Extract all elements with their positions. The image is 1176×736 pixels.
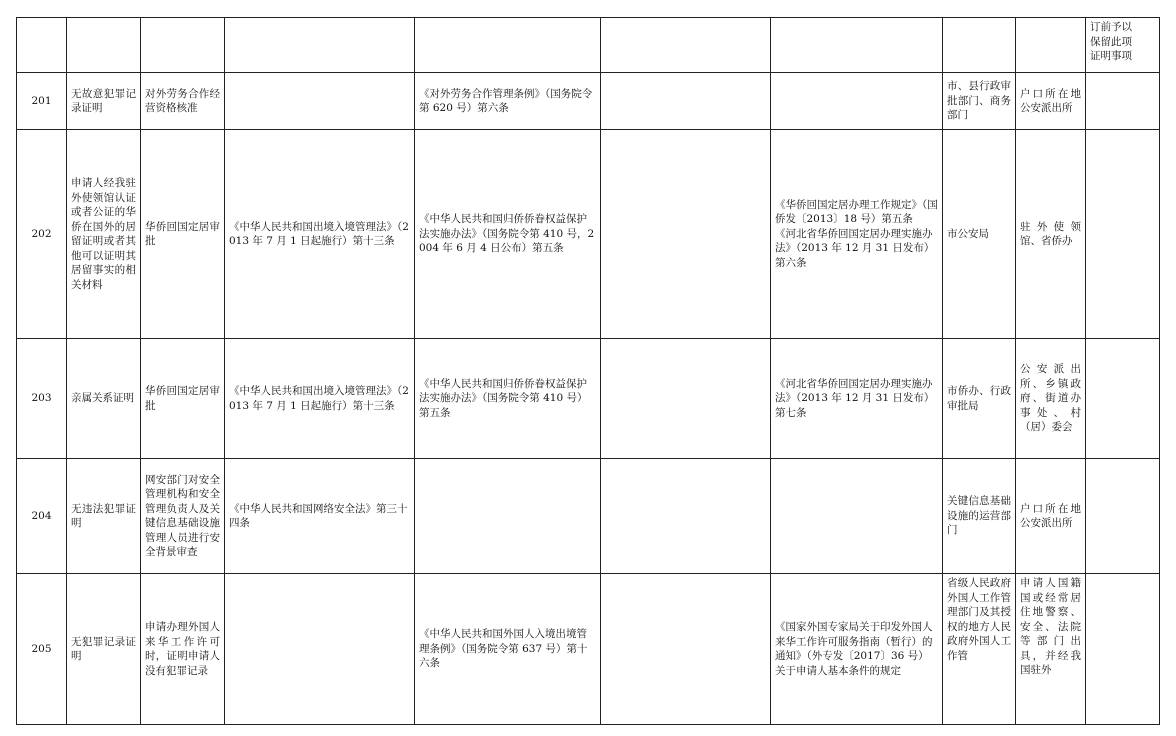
matter-cell: 申请办理外国人来华工作许可时，证明申请人没有犯罪记录: [141, 574, 225, 725]
note-cell: [1086, 73, 1160, 130]
table-cell: [67, 18, 141, 73]
rule-cell: [601, 574, 771, 725]
normative-doc-text: 《河北省华侨回国定居办理实施办法》（2013 年 12 月 31 日发布）第七条: [775, 377, 935, 419]
rule-cell: [601, 459, 771, 574]
table-cell: [415, 18, 601, 73]
certificate-cell: 无故意犯罪记录证明: [67, 73, 141, 130]
note-cell: [1086, 574, 1160, 725]
seq-cell: 203: [17, 339, 67, 459]
issuer-cell: 公安派出所、乡镇政府、街道办事处、村（居）委会: [1016, 339, 1086, 459]
issuer-cell: 驻外使领馆、省侨办: [1016, 130, 1086, 339]
rule-cell: [601, 73, 771, 130]
authority-cell: 关键信息基础设施的运营部门: [943, 459, 1016, 574]
certificate-cell: 无违法犯罪证明: [67, 459, 141, 574]
authority-cell: 省级人民政府外国人工作管理部门及其授权的地方人民政府外国人工作管: [943, 574, 1016, 725]
law-cell: [225, 574, 415, 725]
table-row: [17, 130, 1160, 339]
normative-doc-cell: [771, 574, 943, 725]
table-cell: [771, 18, 943, 73]
authority-cell: 市、县行政审批部门、商务部门: [943, 73, 1016, 130]
table-row: [17, 339, 1160, 459]
table-row: [17, 73, 1160, 130]
law-cell: 《中华人民共和国网络安全法》第三十四条: [225, 459, 415, 574]
certificate-cell: 申请人经我驻外使领馆认证或者公证的华侨在国外的居留证明或者其他可以证明其居留事实的相关材料: [67, 130, 141, 339]
table-cell: [225, 18, 415, 73]
note-cell: [1086, 130, 1160, 339]
retention-note: 订前予以 保留此项 证明事项: [1090, 21, 1132, 62]
matter-cell: 华侨回国定居审批: [141, 339, 225, 459]
regulation-cell: 《中华人民共和国外国人入境出境管理条例》（国务院令第 637 号）第十六条: [415, 574, 601, 725]
normative-doc-text: 《华侨回国定居办理工作规定》（国侨发〔2013〕18 号）第五条 《河北省华侨回国定居办理实施办法》（2013 年 12 月 31 日发布）第六条: [775, 198, 938, 269]
note-cell: [1086, 339, 1160, 459]
regulation-cell: 《中华人民共和国归侨侨眷权益保护法实施办法》（国务院令第 410 号，2004 年 6 月 4 日公布）第五条: [415, 130, 601, 339]
regulation-cell: 《中华人民共和国归侨侨眷权益保护法实施办法》（国务院令第 410 号）第五条: [415, 339, 601, 459]
seq-cell: 201: [17, 73, 67, 130]
certificate-matters-table: [16, 17, 1160, 725]
certificate-cell: 无犯罪记录证明: [67, 574, 141, 725]
matter-cell: 网安部门对安全管理机构和安全管理负责人及关键信息基础设施管理人员进行安全背景审查: [141, 459, 225, 574]
law-cell: 《中华人民共和国出境入境管理法》（2013 年 7 月 1 日起施行）第十三条: [225, 339, 415, 459]
normative-doc-cell: [771, 130, 943, 339]
note-cell: [1086, 459, 1160, 574]
matter-cell: 华侨回国定居审批: [141, 130, 225, 339]
issuer-cell: 户口所在地公安派出所: [1016, 459, 1086, 574]
table-cell: [17, 18, 67, 73]
issuer-cell: 户口所在地公安派出所: [1016, 73, 1086, 130]
table-cell: [943, 18, 1016, 73]
normative-doc-cell: [771, 339, 943, 459]
normative-doc-cell: [771, 459, 943, 574]
table-row-continued-header: [17, 18, 1160, 73]
table-cell: [1016, 18, 1086, 73]
seq-cell: 204: [17, 459, 67, 574]
law-cell: 《中华人民共和国出境入境管理法》（2013 年 7 月 1 日起施行）第十三条: [225, 130, 415, 339]
seq-cell: 205: [17, 574, 67, 725]
matter-cell: 对外劳务合作经营资格核准: [141, 73, 225, 130]
table-cell: [141, 18, 225, 73]
certificate-cell: 亲属关系证明: [67, 339, 141, 459]
table-row: [17, 574, 1160, 725]
rule-cell: [601, 130, 771, 339]
table-row: [17, 459, 1160, 574]
regulation-cell: [415, 459, 601, 574]
law-cell: [225, 73, 415, 130]
normative-doc-text: 《国家外国专家局关于印发外国人来华工作许可服务指南（暂行）的通知》（外专发〔2017〕36 号）关于申请人基本条件的规定: [775, 621, 933, 677]
authority-cell: 市公安局: [943, 130, 1016, 339]
regulation-cell: 《对外劳务合作管理条例》（国务院令第 620 号）第六条: [415, 73, 601, 130]
table-cell: [601, 18, 771, 73]
authority-cell: 市侨办、行政审批局: [943, 339, 1016, 459]
note-cell: [1086, 18, 1160, 73]
issuer-cell: 申请人国籍国或经常居住地警察、安全、法院等部门出具，并经我国驻外: [1016, 574, 1086, 725]
seq-cell: 202: [17, 130, 67, 339]
normative-doc-cell: [771, 73, 943, 130]
rule-cell: [601, 339, 771, 459]
